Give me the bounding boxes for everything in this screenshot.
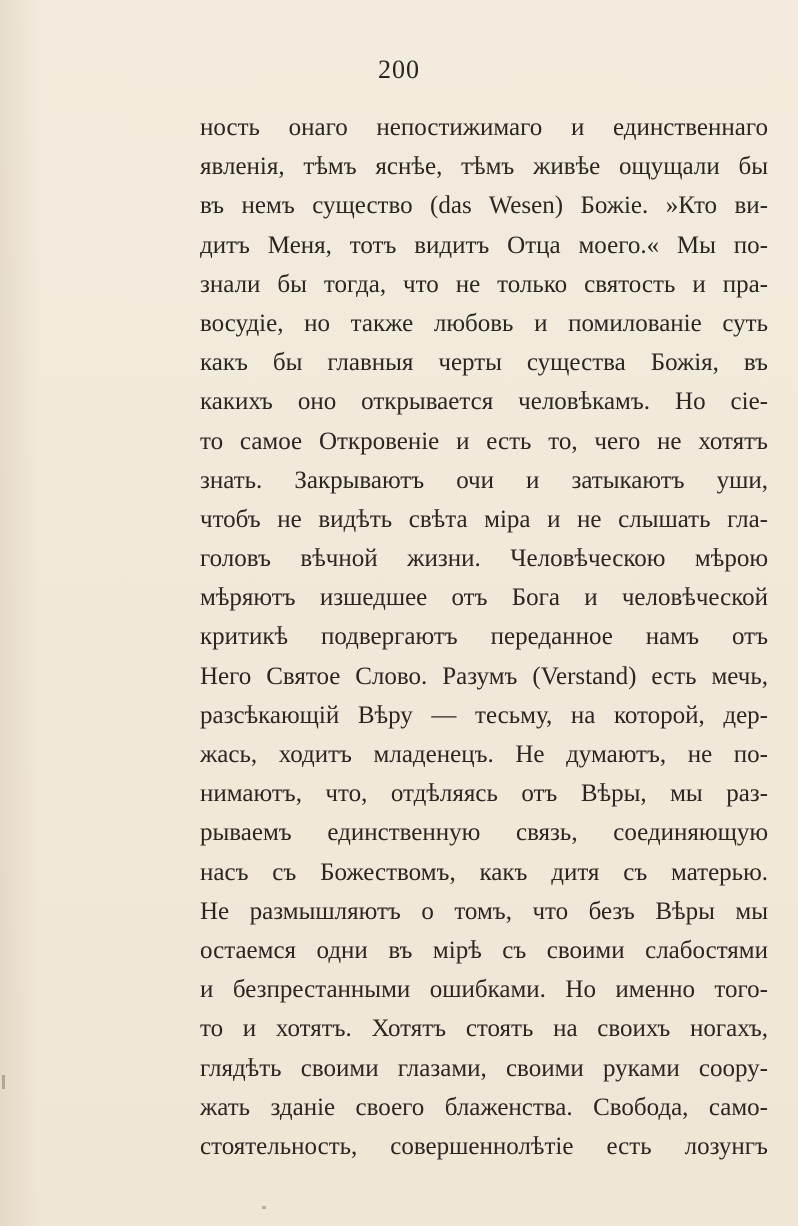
page-number: 200: [378, 55, 420, 84]
text-line: нимаютъ, что, отдѣляясь отъ Вѣры, мы раз-: [200, 780, 768, 808]
text-line: дитъ Меня, тотъ видитъ Отца моего.« Мы по-: [200, 231, 768, 259]
text-line: мѣряютъ изшедшее отъ Бога и человѣческой: [200, 584, 768, 612]
text-line: критикѣ подвергаютъ переданное намъ отъ: [200, 623, 768, 651]
paper-speck: [262, 1206, 266, 1209]
text-line: какъ бы главныя черты существа Божія, въ: [200, 349, 768, 377]
text-line: остаемся одни въ мірѣ съ своими слабостями: [200, 936, 768, 964]
text-line: и безпрестанными ошибками. Но именно того-: [200, 976, 768, 1004]
text-line: то и хотятъ. Хотятъ стоять на своихъ ногахъ,: [200, 1015, 768, 1043]
text-line: знать. Закрываютъ очи и затыкаютъ уши,: [200, 466, 768, 494]
text-line: разсѣкающій Вѣру — тесьму, на которой, дер-: [200, 701, 768, 729]
text-line: насъ съ Божествомъ, какъ дитя съ матерью.: [200, 858, 768, 886]
text-line: глядѣть своими глазами, своими руками соору-: [200, 1054, 768, 1082]
text-line: какихъ оно открывается человѣкамъ. Но сіе-: [200, 388, 768, 416]
text-line: въ немъ существо (das Wesen) Божіе. »Кто ви-: [200, 192, 768, 220]
text-line: восудіе, но также любовь и помилованіе суть: [200, 309, 768, 337]
body-text: [200, 108, 768, 1166]
text-line: жать зданіе своего блаженства. Свобода, само-: [200, 1093, 768, 1121]
text-line: Него Святое Слово. Разумъ (Verstand) есть мечь,: [200, 662, 768, 690]
text-line: головъ вѣчной жизни. Человѣческою мѣрою: [200, 545, 768, 573]
text-line: ность онаго непостижимаго и единственнаго: [200, 114, 768, 141]
text-line: Не размышляютъ о томъ, что безъ Вѣры мы: [200, 897, 768, 925]
text-line: стоятельность, совершеннолѣтіе есть лозунгъ: [200, 1132, 768, 1160]
text-line: чтобъ не видѣть свѣта міра и не слышать гла-: [200, 505, 768, 533]
text-line: рываемъ единственную связь, соединяющую: [200, 819, 768, 847]
paper-edge-mark: [2, 1075, 5, 1089]
text-line: знали бы тогда, что не только святость и пра-: [200, 270, 768, 298]
text-line: жась, ходитъ младенецъ. Не думаютъ, не по-: [200, 741, 768, 768]
text-line: то самое Откровеніе и есть то, чего не хотятъ: [200, 427, 768, 455]
text-line: явленія, тѣмъ яснѣе, тѣмъ живѣе ощущали бы: [200, 153, 768, 181]
